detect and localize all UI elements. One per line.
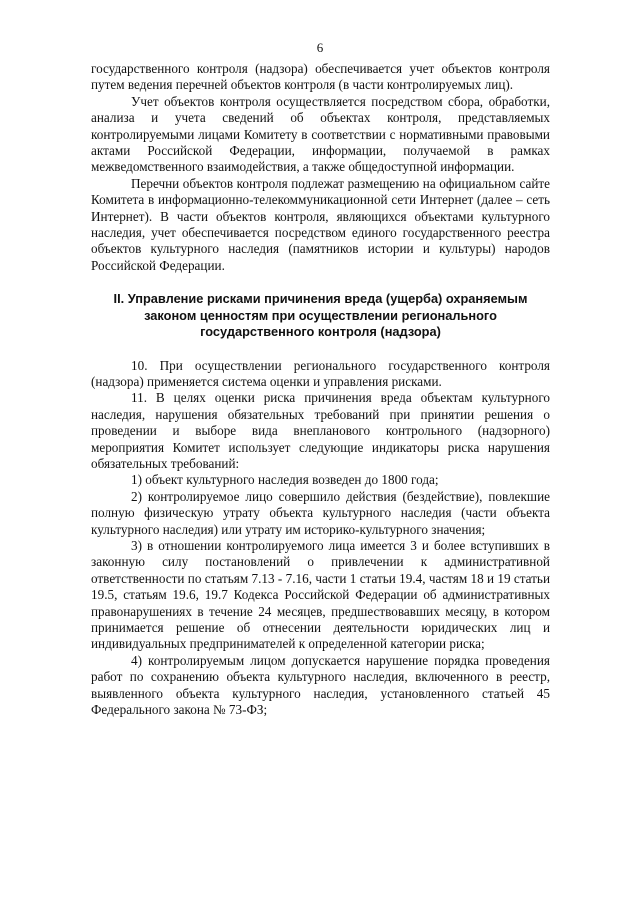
paragraph-continuation: государственного контроля (надзора) обеспечивается учет объектов контроля путем ведения перечней объектов контроля (в части контролируемых лиц).	[91, 61, 550, 93]
paragraph-item-10: 10. При осуществлении регионального государственного контроля (надзора) применяется система оценки и управления рисками.	[91, 357, 550, 389]
list-item-4: 4) контролируемым лицом допускается нарушение порядка проведения работ по сохранению объекта культурного наследия, включенного в реестр, выявленного объекта культурного наследия, установленного статьей 45 Федерального закона № 73-ФЗ;	[91, 652, 550, 718]
page-number: 6	[316, 40, 324, 55]
section-heading: II. Управление рисками причинения вреда (ущерба) охраняемым законом ценностям при осуществлении регионального государственного контроля (надзора)	[113, 291, 528, 340]
list-item-3: 3) в отношении контролируемого лица имеется 3 и более вступивших в законную силу постановлений о привлечении к административной ответственности по статьям 7.13 - 7.16, части 1 статьи 19.4, частям 18 и 19 статьи 19.5, статьям 19.6, 19.7 Кодекса Российской Федерации об административных правонарушениях в течение 24 месяцев, предшествовавших месяцу, в котором принимается решение об отнесении деятельности юридических лиц и индивидуальных предпринимателей к определенной категории риска;	[91, 537, 550, 652]
list-item-1: 1) объект культурного наследия возведен до 1800 года;	[131, 472, 439, 488]
paragraph-accounting: Учет объектов контроля осуществляется посредством сбора, обработки, анализа и учета сведений об объектах контроля, представляемых контролируемыми лицами Комитету в соответствии с нормативными правовыми актами Российской Федерации, информации, получаемой в рамках межведомственного взаимодействия, а также общедоступной информации.	[91, 93, 550, 175]
document-body	[91, 61, 550, 718]
paragraph-item-11: 11. В целях оценки риска причинения вреда объектам культурного наследия, нарушения обязательных требований при принятии решения о проведении и выборе вида внепланового контрольного (надзорного) мероприятия Комитет использует следующие индикаторы риска нарушения обязательных требований:	[91, 390, 550, 471]
list-item-2: 2) контролируемое лицо совершило действия (бездействие), повлекшие полную физическую утрату объекта культурного наследия (части объекта культурного наследия) или утрату им историко-культурного значения;	[91, 488, 550, 537]
paragraph-lists-publication: Перечни объектов контроля подлежат размещению на официальном сайте Комитета в информационно-телекоммуникационной сети Интернет (далее – сеть Интернет). В части объектов контроля, являющихся объектами культурного наследия, учет обеспечивается посредством единого государственного реестра объектов культурного наследия (памятников истории и культуры) народов Российской Федерации.	[91, 175, 550, 273]
